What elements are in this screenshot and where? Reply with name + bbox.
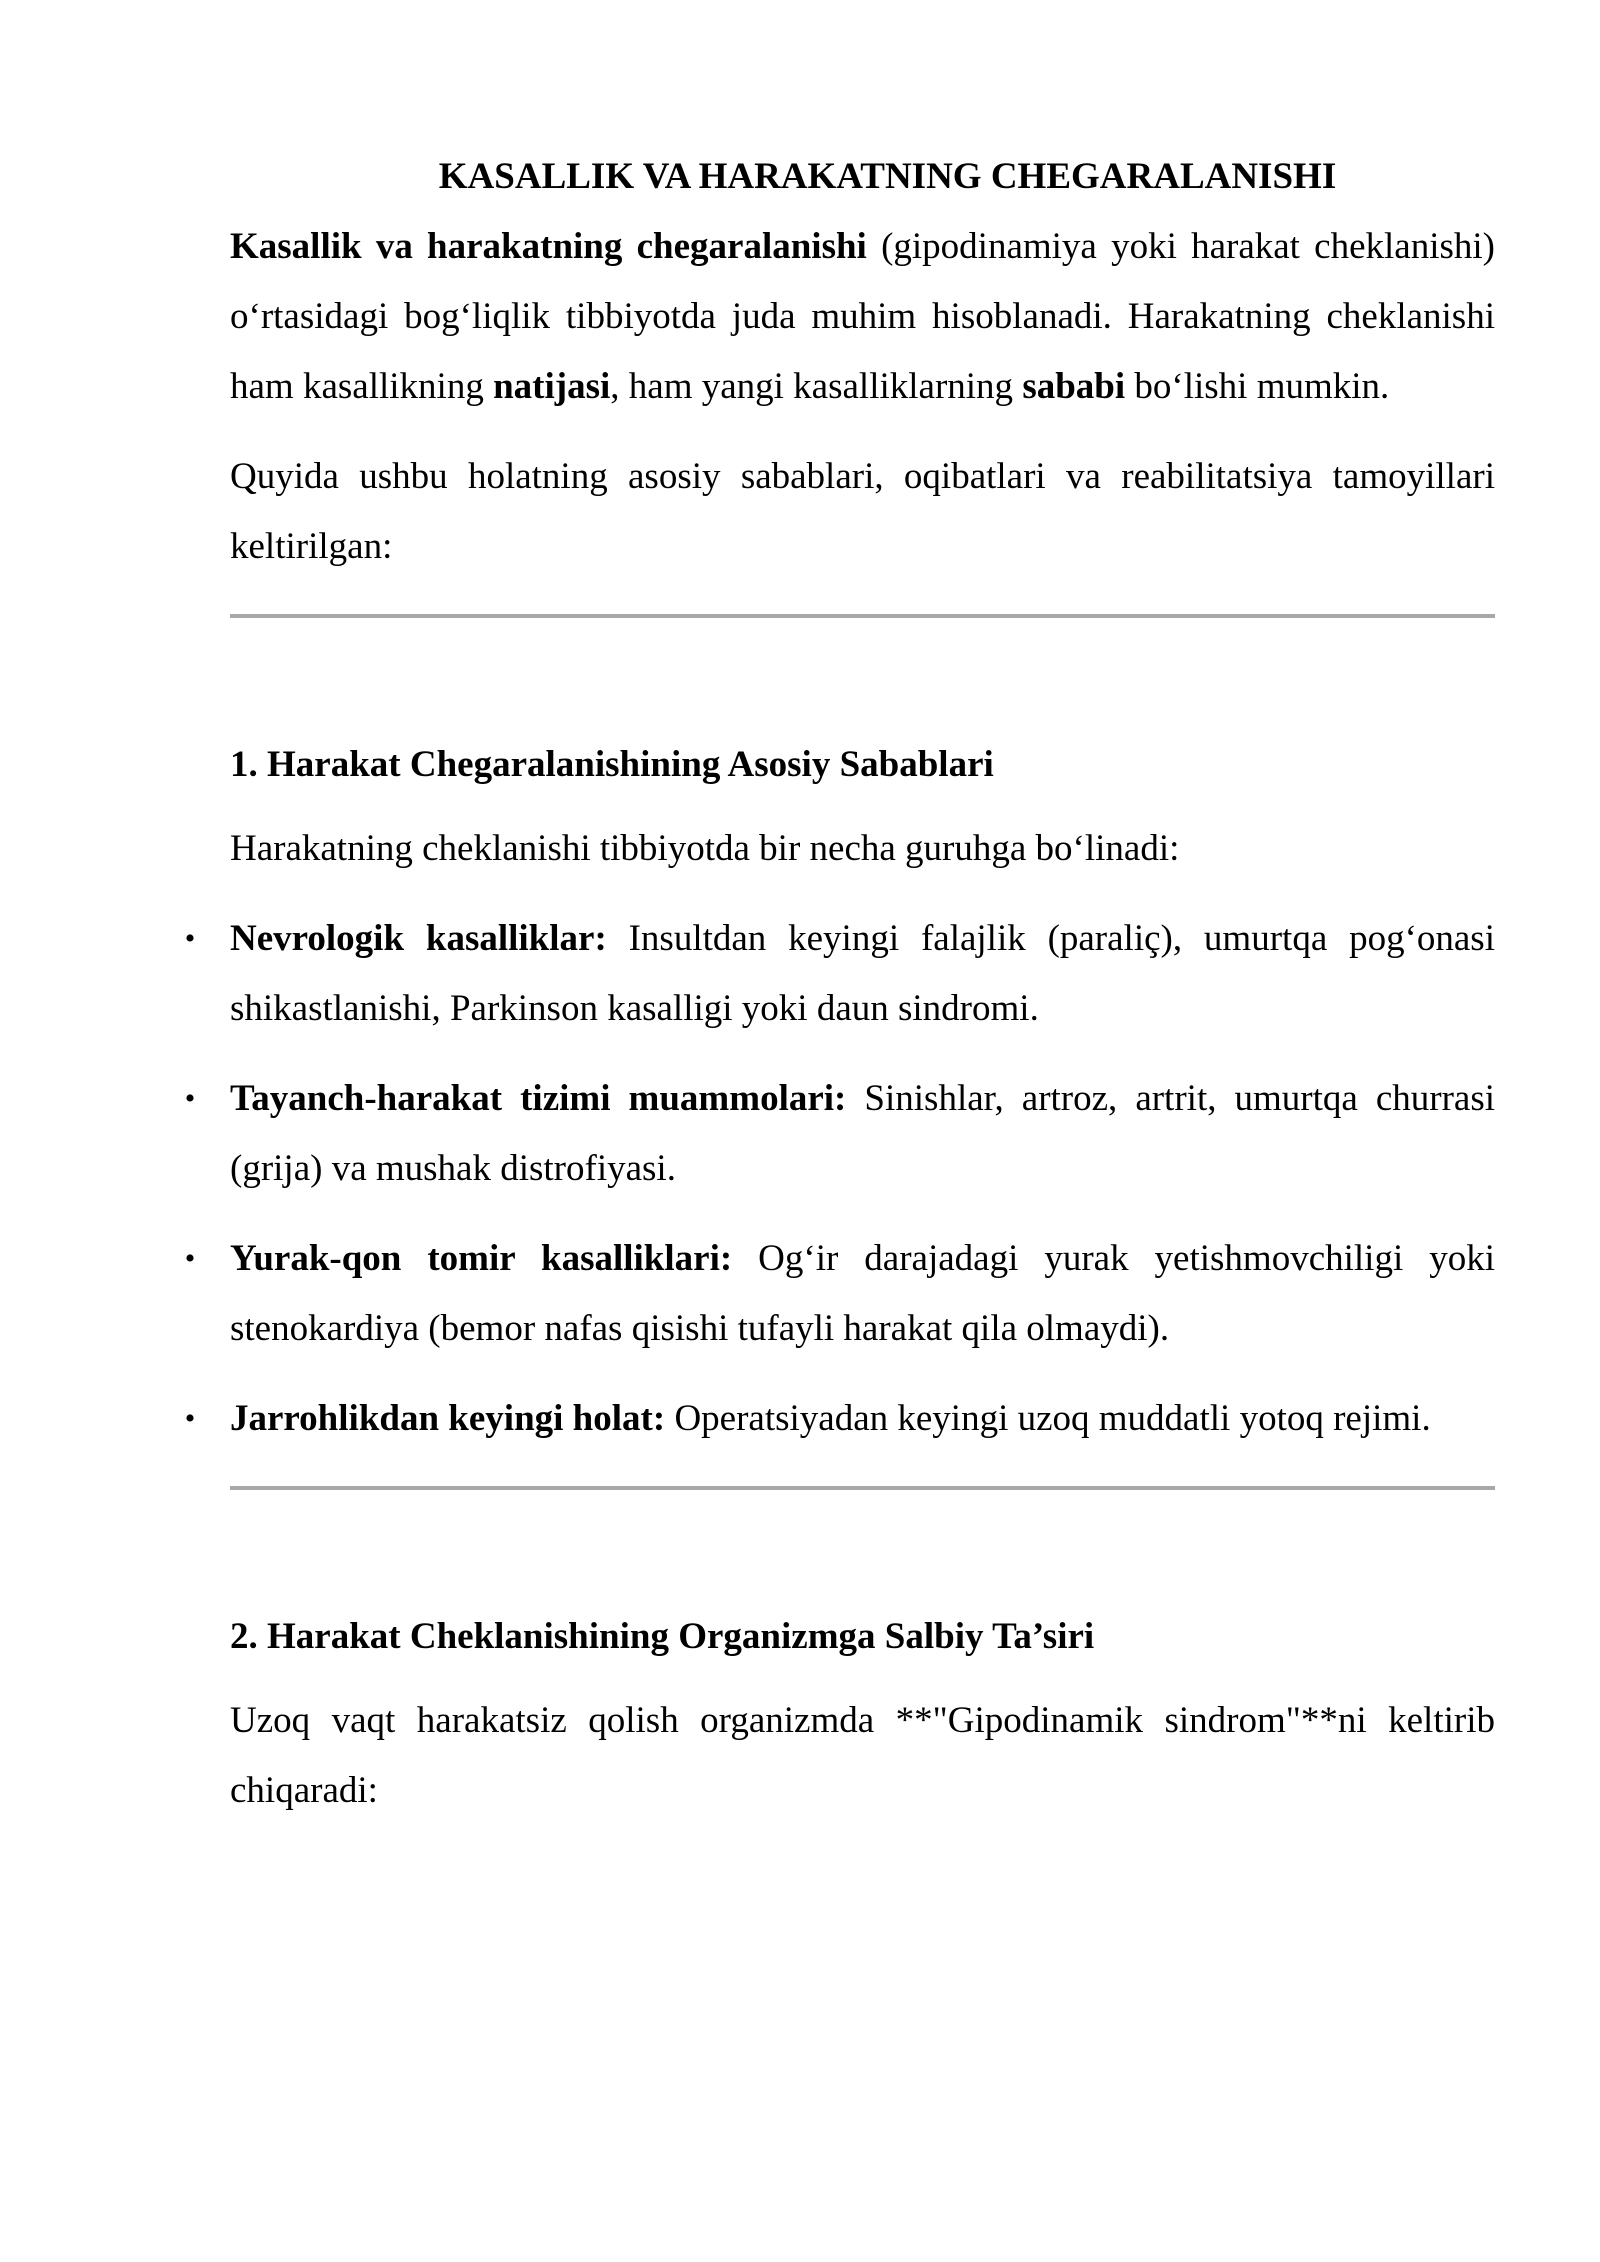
intro-text-c: bo‘lishi mumkin.	[1125, 366, 1390, 407]
section-2-heading: 2. Harakat Cheklanishining Organizmga Salbiy Ta’siri	[230, 1616, 1095, 1657]
list-item	[184, 1384, 1495, 1454]
intro-paragraph	[230, 212, 1495, 422]
bullet-icon: •	[184, 922, 196, 955]
document-body	[184, 150, 1495, 1826]
intro-text-b: , ham yangi kasalliklarning	[610, 366, 1023, 407]
list-item-text: Og‘ir darajadagi yurak yetishmovchiligi yoki stenokardiya (bemor nafas qisishi tufayli harakat qila olmaydi).	[230, 1238, 1495, 1349]
list-item-text: Insultdan keyingi falajlik (paraliç), umurtqa pog‘onasi shikastlanishi, Parkinson kasalligi yoki daun sindromi.	[230, 918, 1495, 1029]
section-1-list	[184, 904, 1495, 1454]
intro-bold-cause: sababi	[1022, 366, 1126, 407]
intro-second-paragraph: Quyida ushbu holatning asosiy sabablari, oqibatlari va reabilitatsiya tamoyillari keltirilgan:	[230, 456, 1495, 567]
bullet-icon: •	[184, 1402, 196, 1435]
list-item	[184, 1064, 1495, 1204]
list-item-text: Sinishlar, artroz, artrit, umurtqa churrasi (grija) va mushak distrofiyasi.	[230, 1078, 1495, 1189]
intro-text-a: (gipodinamiya yoki harakat cheklanishi) o‘rtasidagi bog‘liqlik tibbiyotda juda muhim hisoblanadi. Harakatning cheklanishi ham kasallikning	[230, 226, 1495, 407]
section-2-intro: Uzoq vaqt harakatsiz qolish organizmda **"Gipodinamik sindrom"**ni keltirib chiqaradi:	[230, 1700, 1495, 1811]
list-item	[184, 904, 1495, 1044]
bullet-icon: •	[184, 1082, 196, 1115]
horizontal-rule	[230, 1486, 1495, 1490]
list-item-label: Yurak-qon tomir kasalliklari:	[230, 1238, 733, 1279]
list-item-label: Tayanch-harakat tizimi muammolari:	[230, 1078, 847, 1119]
list-item-text: Operatsiyadan keyingi uzoq muddatli yotoq rejimi.	[665, 1398, 1431, 1439]
list-item-label: Jarrohlikdan keyingi holat:	[230, 1398, 666, 1439]
list-item	[184, 1224, 1495, 1364]
horizontal-rule	[230, 614, 1495, 618]
section-1-intro: Harakatning cheklanishi tibbiyotda bir necha guruhga bo‘linadi:	[230, 828, 1180, 869]
section-1-heading: 1. Harakat Chegaralanishining Asosiy Sabablari	[230, 744, 994, 785]
document-title: KASALLIK VA HARAKATNING CHEGARALANISHI	[438, 156, 1337, 197]
bullet-icon: •	[184, 1242, 196, 1275]
intro-bold-result: natijasi	[493, 366, 611, 407]
list-item-label: Nevrologik kasalliklar:	[230, 918, 607, 959]
intro-bold-lead: Kasallik va harakatning chegaralanishi	[230, 226, 867, 267]
